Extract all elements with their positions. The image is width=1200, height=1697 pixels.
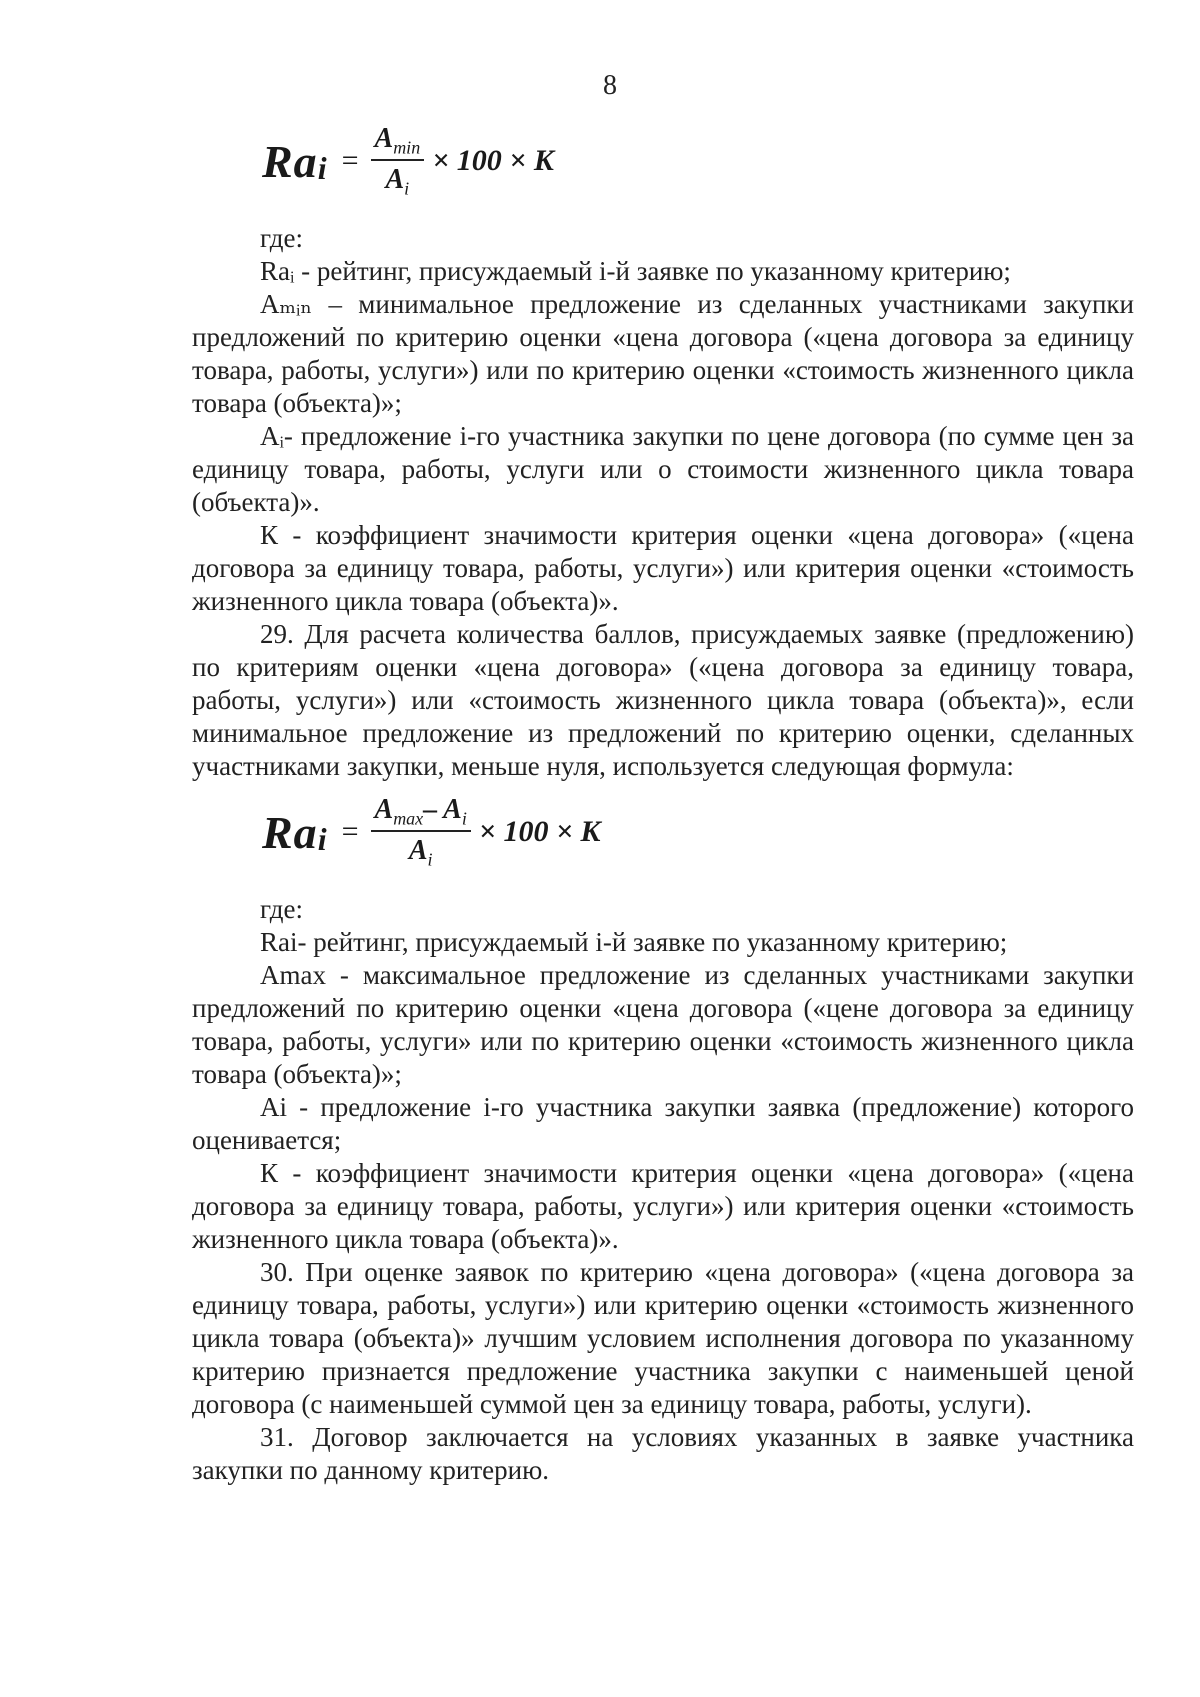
- paragraph: К - коэффициент значимости критерия оценки «цена договора» («цена договора за единицу товара, работы, услуги») или критерия оценки «стоимость жизненного цикла товара (объекта)».: [192, 520, 1134, 616]
- fraction-denominator: $A_i$: [385, 164, 410, 200]
- fraction: [371, 795, 471, 870]
- fraction: [371, 124, 425, 199]
- paragraph: Raᵢ - рейтинг, присуждаемый i-й заявке по указанному критерию;: [260, 256, 1011, 286]
- formula-lhs: $Ra_i$: [262, 135, 328, 187]
- fraction-numerator: $A_{min}$: [371, 124, 425, 161]
- fraction-numerator: $A_{max}-$ $A_i$: [371, 795, 471, 832]
- paragraph: Rai- рейтинг, присуждаемый i-й заявке по указанному критерию;: [260, 927, 1008, 957]
- paragraph: Amax - максимальное предложение из сделанных участниками закупки предложений по критерию оценки «цена договора («цене договора за единицу товара, работы, услуги» или по критерию оценки «стоимость жизненного цикла товара (объекта)»;: [192, 960, 1134, 1089]
- formula-multiplier: × 100 × K: [432, 144, 554, 178]
- paragraph: 29. Для расчета количества баллов, присуждаемых заявке (предложению) по критериям оценки «цена договора» («цена договора за единицу товара, работы, услуги») или «стоимость жизненного цикла товара (объекта)», если минимальное предложение из предложений по критерию оценки, сделанных участниками закупки, меньше нуля, используется следующая формула:: [192, 619, 1134, 781]
- formula-multiplier: × 100 × K: [478, 815, 601, 849]
- paragraph: где:: [260, 894, 303, 924]
- paragraph: К - коэффициент значимости критерия оценки «цена договора» («цена договора за единицу товара, работы, услуги») или критерия оценки «стоимость жизненного цикла товара (объекта)».: [192, 1158, 1134, 1254]
- equals-sign: =: [341, 815, 359, 849]
- definitions-block-1: [192, 222, 1134, 783]
- formula-min: [262, 124, 554, 199]
- paragraph: Aₘᵢₙ – минимальное предложение из сделанных участниками закупки предложений по критерию оценки «цена договора («цена договора за единицу товара, работы, услуги») или по критерию оценки «стоимость жизненного цикла товара (объекта)»;: [192, 289, 1134, 418]
- paragraph: 31. Договор заключается на условиях указанных в заявке участника закупки по данному критерию.: [192, 1422, 1134, 1485]
- paragraph: 30. При оценке заявок по критерию «цена договора» («цена договора за единицу товара, работы, услуги») или критерию оценки «стоимость жизненного цикла товара (объекта)» лучшим условием исполнения договора по указанному критерию признается предложение участника закупки с наименьшей ценой договора (с наименьшей суммой цен за единицу товара, работы, услуги).: [192, 1257, 1134, 1419]
- formula-max: [262, 795, 601, 870]
- page-number: 8: [603, 70, 617, 101]
- formula-lhs: $Ra_i$: [262, 806, 328, 858]
- definitions-block-2: [192, 893, 1134, 1487]
- paragraph: Aᵢ- предложение i-го участника закупки по цене договора (по сумме цен за единицу товара, работы, услуги или о стоимости жизненного цикла товара (объекта)».: [192, 421, 1134, 517]
- paragraph: где:: [260, 223, 303, 253]
- fraction-denominator: $A_i$: [408, 835, 433, 871]
- equals-sign: =: [341, 144, 359, 178]
- paragraph: Ai - предложение i-го участника закупки заявка (предложение) которого оценивается;: [192, 1092, 1134, 1155]
